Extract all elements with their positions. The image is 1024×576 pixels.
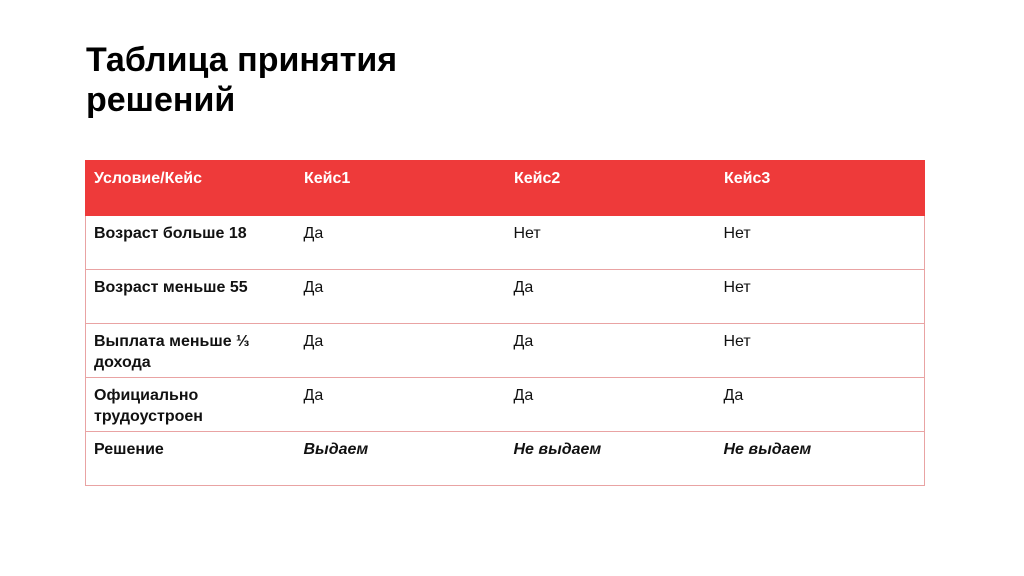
value-cell: Да — [296, 378, 506, 432]
page-title: Таблица принятия решений — [86, 41, 398, 119]
table-header-row — [86, 161, 925, 216]
table-row — [86, 324, 925, 378]
value-cell: Нет — [716, 270, 925, 324]
value-cell: Нет — [506, 216, 716, 270]
header-case-3: Кейс3 — [716, 161, 925, 216]
table-row — [86, 270, 925, 324]
decision-cell: Не выдаем — [506, 432, 716, 486]
table-row — [86, 378, 925, 432]
decision-table — [85, 160, 925, 486]
header-case-1: Кейс1 — [296, 161, 506, 216]
header-condition-case: Условие/Кейс — [86, 161, 296, 216]
condition-cell: Возраст меньше 55 — [86, 270, 296, 324]
value-cell: Да — [506, 378, 716, 432]
value-cell: Нет — [716, 324, 925, 378]
condition-cell: Выплата меньше ⅓ дохода — [86, 324, 296, 378]
table-row — [86, 216, 925, 270]
value-cell: Да — [296, 270, 506, 324]
value-cell: Да — [296, 216, 506, 270]
condition-cell: Решение — [86, 432, 296, 486]
header-case-2: Кейс2 — [506, 161, 716, 216]
value-cell: Нет — [716, 216, 925, 270]
value-cell: Да — [506, 324, 716, 378]
condition-cell: Официально трудоустроен — [86, 378, 296, 432]
value-cell: Да — [716, 378, 925, 432]
value-cell: Да — [296, 324, 506, 378]
decision-row — [86, 432, 925, 486]
condition-cell: Возраст больше 18 — [86, 216, 296, 270]
decision-cell: Не выдаем — [716, 432, 925, 486]
value-cell: Да — [506, 270, 716, 324]
decision-cell: Выдаем — [296, 432, 506, 486]
